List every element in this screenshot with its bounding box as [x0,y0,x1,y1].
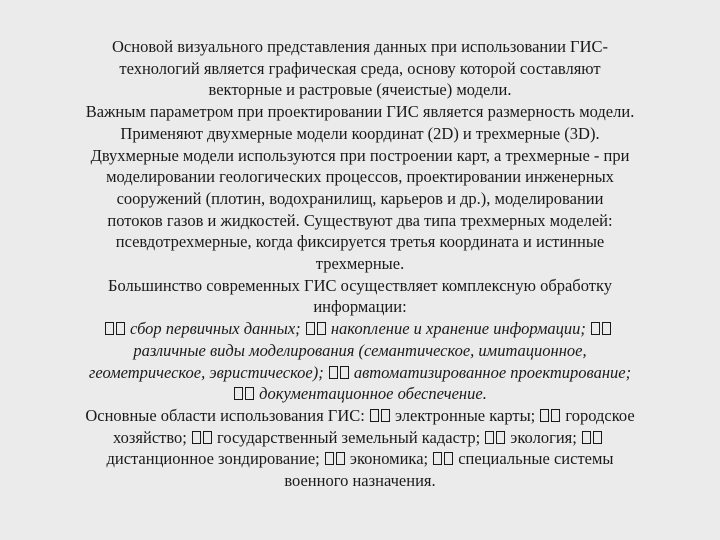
intro-line-2: технологий является графическая среда, основу которой составляют [119,58,601,78]
intro-line-1: Основой визуального представления данных при использовании ГИС- [112,37,608,56]
models-line-1: Двухмерные модели используются при построении карт, а трехмерные - при [90,145,630,165]
bullet-glyph-icon [191,427,213,449]
intro-line-3: векторные и растровые (ячеистые) модели. [208,80,512,100]
bullet-glyph-icon [484,427,506,449]
areas-line-1 [0,405,720,427]
area-remote-sensing: дистанционное зондирование; [106,449,320,469]
area-cadastre: государственный земельный кадастр; [217,427,481,447]
item-collection: сбор первичных данных; [129,319,301,339]
area-city-rest: хозяйство; [113,427,187,447]
item-docs: документационное обеспечение. [259,384,487,404]
processing-line-1: Большинство современных ГИС осуществляет комплексную обработку [108,275,612,295]
area-economy: экономика; [349,449,429,469]
models-line-2: моделировании геологических процессов, проектировании инженерных [106,167,614,187]
item-modeling-line-1: различные виды моделирования (семантическое, имитационное, [133,340,587,360]
processing-items-line-3 [0,362,720,384]
bullet-glyph-icon [539,405,561,427]
areas-intro: Основные области использования ГИС: [85,405,365,425]
bullet-glyph-icon [305,318,327,340]
bullet-glyph-icon [432,448,454,470]
dimension-line-1: Важным параметром при проектировании ГИС является размерность модели. [85,102,635,122]
slide-text [0,36,720,492]
item-design: автоматизированное проектирование; [353,362,632,382]
bullet-glyph-icon [369,405,391,427]
bullet-glyph-icon [328,362,350,384]
processing-line-2: информации: [313,297,407,317]
bullet-glyph-icon [590,318,612,340]
processing-items-line-4 [0,383,720,405]
models-line-3: сооружений (плотин, водохранилищ, карьеров и др.), моделировании [116,188,604,208]
models-line-5: псевдотрехмерные, когда фиксируется третья координата и истинные [115,232,605,252]
area-military-1: специальные системы [458,449,614,469]
processing-items-line-1 [0,318,720,340]
models-line-4: потоков газов и жидкостей. Существуют два типа трехмерных моделей: [107,210,613,230]
area-city-prefix: городское [565,405,635,425]
bullet-glyph-icon [104,318,126,340]
dimension-line-2: Применяют двухмерные модели координат (2D) и трехмерные (3D). [120,123,600,143]
bullet-glyph-icon [581,427,603,449]
item-storage: накопление и хранение информации; [330,319,586,339]
area-electronic-maps: электронные карты; [394,405,536,425]
models-line-6: трехмерные. [315,254,405,274]
areas-line-2 [0,427,720,449]
area-ecology: экология; [510,427,577,447]
item-modeling-line-2: геометрическое, эвристическое); [88,362,324,382]
area-military-2: военного назначения. [284,471,436,491]
bullet-glyph-icon [233,383,255,405]
areas-line-3 [0,448,720,470]
bullet-glyph-icon [324,448,346,470]
